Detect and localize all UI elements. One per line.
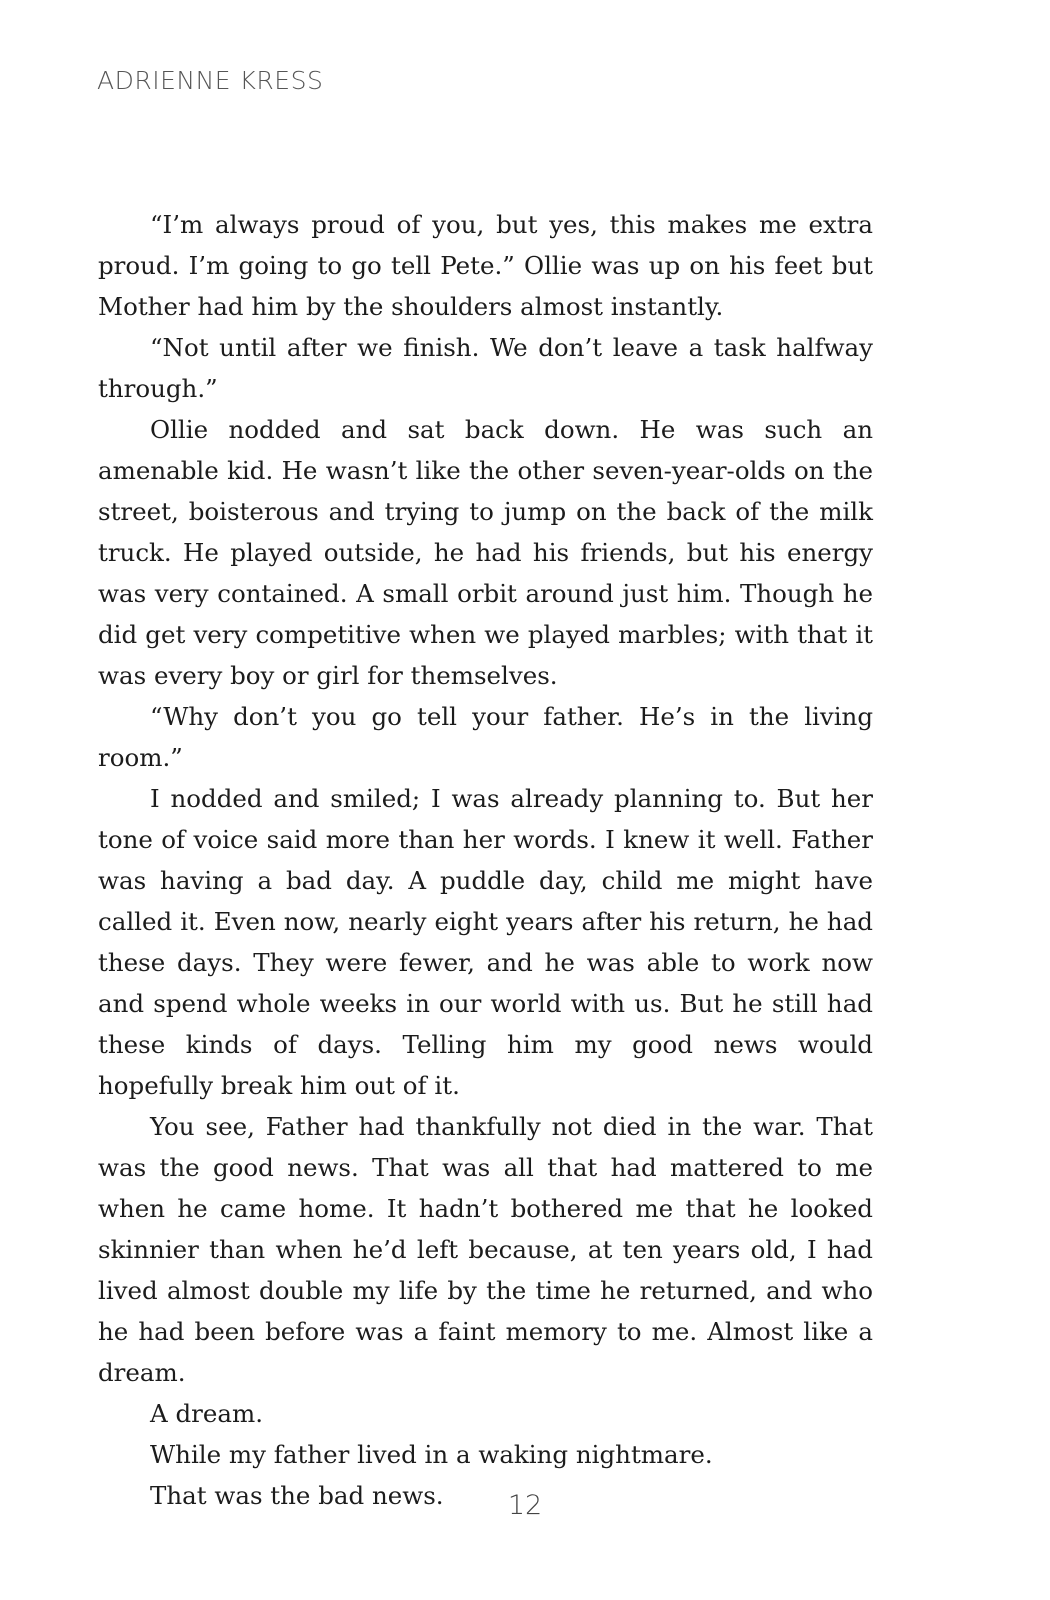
paragraph: I nodded and smiled; I was already planning to. But her tone of voice said more than her words. I knew it well. Father was having a bad day. A puddle day, child me might have called it. Even now, nearly eight years after his return, he had these days. They were fewer, and he was able to work now and spend whole weeks in our world with us. But he still had these kinds of days. Telling him my good news would hopefully break him out of it. bbox=[98, 784, 873, 1100]
body-text bbox=[98, 204, 873, 1516]
paragraph: “Why don’t you go tell your father. He’s in the living room.” bbox=[98, 702, 873, 772]
running-header-author: ADRIENNE KRESS bbox=[97, 66, 324, 95]
paragraph: “I’m always proud of you, but yes, this makes me extra proud. I’m going to go tell Pete.” Ollie was up on his feet but Mother had him by the shoulders almost instantly. bbox=[98, 210, 873, 321]
page-number: 12 bbox=[507, 1490, 543, 1521]
paragraph: A dream. bbox=[150, 1399, 264, 1428]
paragraph: “Not until after we finish. We don’t leave a task halfway through.” bbox=[98, 333, 873, 403]
paragraph: You see, Father had thankfully not died in the war. That was the good news. That was all that had mattered to me when he came home. It hadn’t bothered me that he looked skinnier than when he’d left because, at ten years old, I had lived almost double my life by the time he returned, and who he had been before was a faint memory to me. Almost like a dream. bbox=[98, 1112, 873, 1387]
paragraph: Ollie nodded and sat back down. He was such an amenable kid. He wasn’t like the other seven-year-olds on the street, boisterous and trying to jump on the back of the milk truck. He played outside, he had his friends, but his energy was very contained. A small orbit around just him. Though he did get very competitive when we played marbles; with that it was every boy or girl for themselves. bbox=[98, 415, 873, 690]
paragraph: While my father lived in a waking nightmare. bbox=[150, 1440, 713, 1469]
paragraph: That was the bad news. bbox=[150, 1481, 444, 1510]
